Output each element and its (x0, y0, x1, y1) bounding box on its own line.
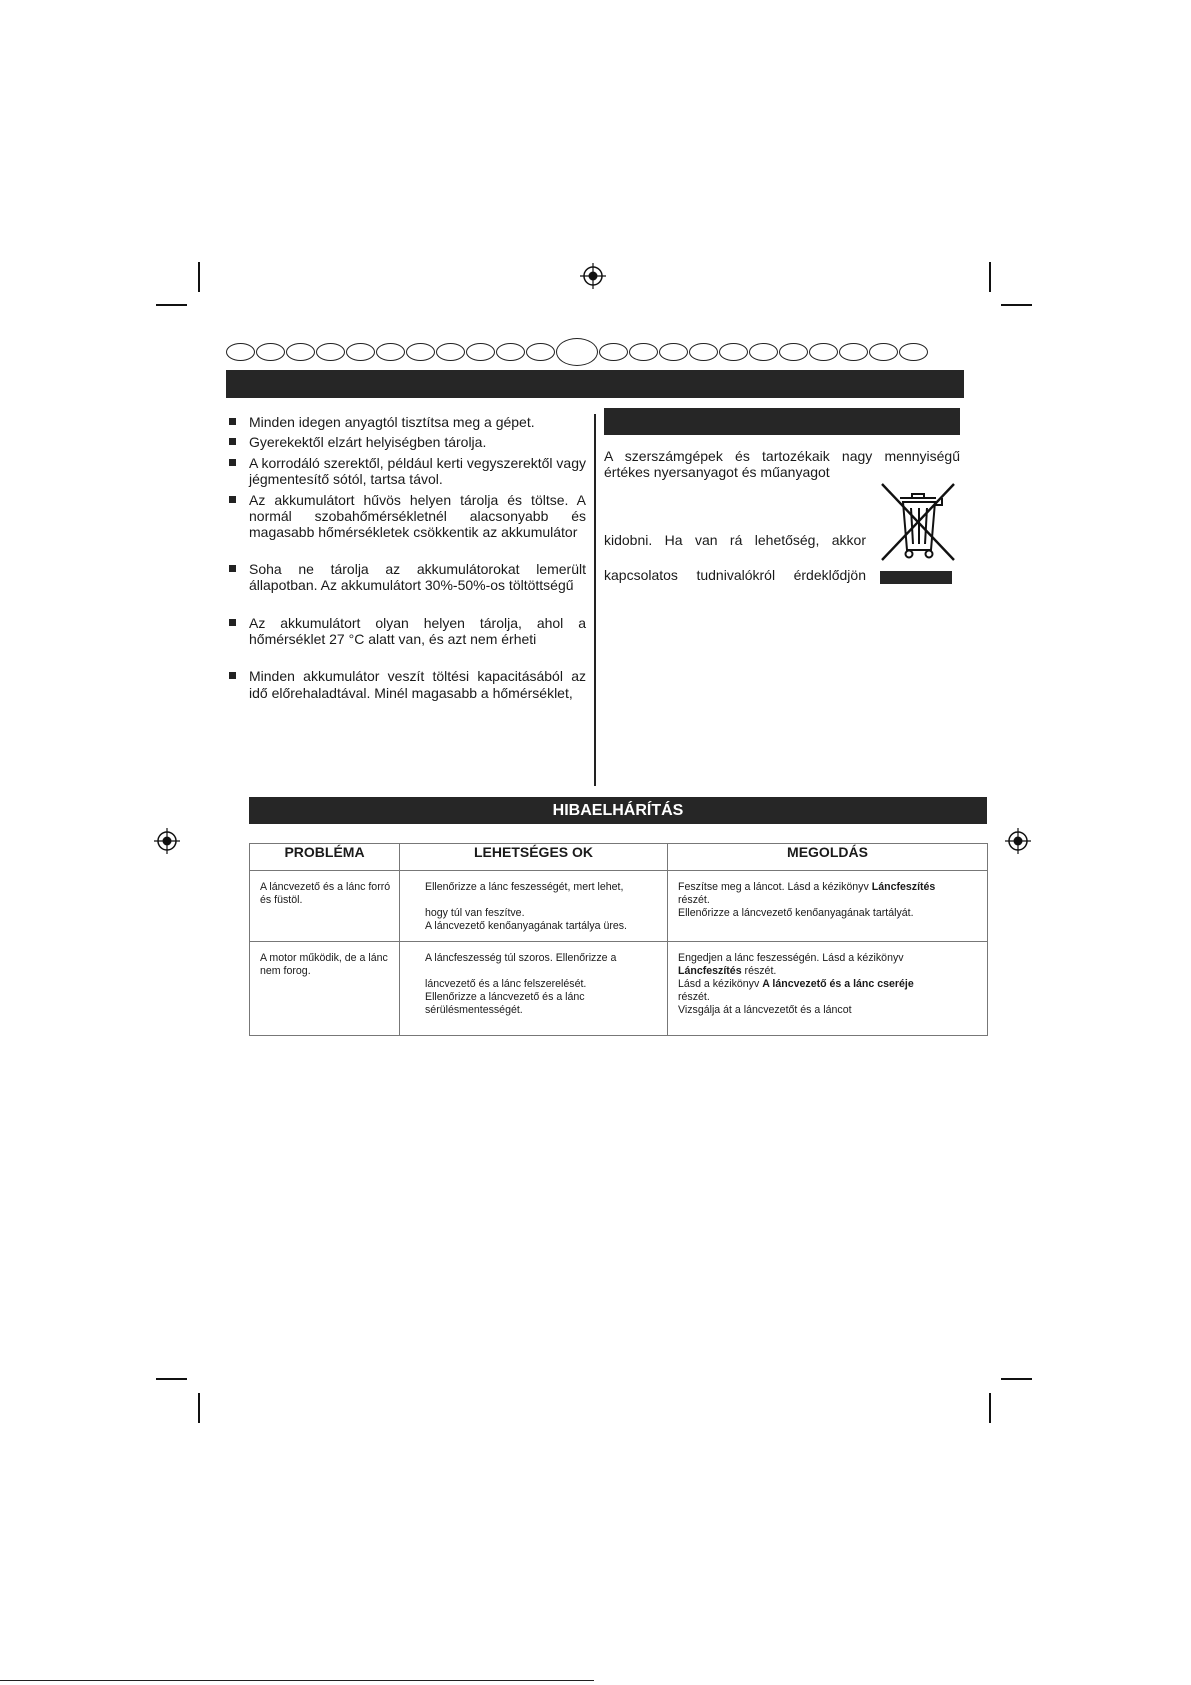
list-item (226, 492, 586, 541)
problem-text: A láncvezető és a lánc forró és füstöl. (260, 881, 391, 906)
header-solution: MEGOLDÁS (668, 844, 988, 871)
recycling-text-2: kidobni. Ha van rá lehetőség, akkor (604, 532, 866, 548)
language-tab (869, 343, 898, 361)
solution-text: részét. (741, 965, 777, 977)
solution-line (678, 978, 979, 991)
cause-line: láncvezető és a lánc felszerelését. (425, 978, 587, 990)
list-item-text: Az akkumulátort olyan helyen tárolja, ahol a hőmérséklet 27 °C alatt van, és azt nem érheti (249, 614, 586, 648)
cause-line: hogy túl van feszítve. (425, 907, 525, 919)
bullet-square-icon (229, 496, 236, 503)
solution-line (678, 965, 979, 978)
problem-text: A motor működik, de a lánc nem forog. (260, 952, 388, 977)
language-tab (406, 343, 435, 361)
solution-line (678, 881, 979, 894)
crop-mark-top-left-horizontal (156, 304, 187, 306)
crop-mark-top-right-horizontal (1001, 304, 1032, 306)
bullet-square-icon (229, 438, 236, 445)
language-tabs-row (226, 340, 966, 364)
solution-text: Feszítse meg a láncot. Lásd a kézikönyv (678, 881, 872, 893)
bullet-square-icon (229, 619, 236, 626)
solution-line: részét. (678, 894, 710, 906)
language-tab-active (556, 338, 598, 366)
language-tab (316, 343, 345, 361)
solution-cell (668, 942, 988, 1036)
crop-mark-bottom-right-vertical (989, 1393, 991, 1423)
header-cause: LEHETSÉGES OK (400, 844, 668, 871)
language-tab (286, 343, 315, 361)
troubleshooting-table (249, 843, 988, 1036)
recycling-label-bar (880, 571, 952, 584)
solution-line: részét. (678, 991, 710, 1003)
language-tab (899, 343, 928, 361)
language-tab (376, 343, 405, 361)
list-item (226, 414, 586, 430)
storage-instructions-list (226, 414, 586, 701)
table-header-row (250, 844, 988, 871)
list-item-text: Minden akkumulátor veszít töltési kapacitásából az idő előrehaladtával. Minél magasabb a hőmérséklet, (249, 668, 586, 701)
list-item-text: Minden idegen anyagtól tisztítsa meg a gépet. (249, 414, 535, 430)
spacer (425, 894, 659, 907)
problem-cell (250, 871, 400, 942)
cause-line: A láncvezető kenőanyagának tartálya üres. (425, 920, 627, 932)
solution-line: Engedjen a lánc feszességén. Lásd a kézikönyv (678, 952, 904, 964)
bullet-square-icon (229, 565, 236, 572)
language-tab (526, 343, 555, 361)
solution-line: Ellenőrizze a láncvezető kenőanyagának tartályát. (678, 907, 914, 919)
cause-line: A láncfeszesség túl szoros. Ellenőrizze a (425, 952, 617, 964)
bullet-square-icon (229, 459, 236, 466)
registration-mark-top-icon (580, 263, 606, 289)
cause-cell (400, 871, 668, 942)
list-item (226, 561, 586, 594)
registration-mark-right-icon (1005, 828, 1031, 854)
recycling-header-bar (604, 408, 960, 435)
language-tab (466, 343, 495, 361)
crop-mark-bottom-left-vertical (198, 1393, 200, 1423)
recycling-text-3: kapcsolatos tudnivalókról érdeklődjön (604, 567, 866, 583)
section-header-bar (226, 370, 964, 398)
solution-cell (668, 871, 988, 942)
language-tab (809, 343, 838, 361)
list-item (226, 455, 586, 488)
list-item-text: Az akkumulátort hűvös helyen tárolja és töltse. A normál szobahőmérsékletnél alacsonyabb és magasabb hőmérsékletek csökkentik az akkumulátor (249, 491, 586, 541)
language-tab (226, 343, 255, 361)
language-tab (256, 343, 285, 361)
crop-mark-top-left-vertical (198, 262, 200, 292)
cause-line: Ellenőrizze a láncvezető és a lánc sérülésmentességét. (425, 991, 585, 1016)
language-tab (629, 343, 658, 361)
solution-line: Vizsgálja át a láncvezetőt és a láncot (678, 1004, 852, 1016)
problem-cell (250, 942, 400, 1036)
header-problem: PROBLÉMA (250, 844, 400, 871)
language-tab (496, 343, 525, 361)
solution-reference: Láncfeszítés (871, 881, 936, 893)
table-row (250, 871, 988, 942)
language-tab (436, 343, 465, 361)
footer-rule (0, 1680, 594, 1681)
crop-mark-bottom-right-horizontal (1001, 1378, 1032, 1380)
bullet-square-icon (229, 418, 236, 425)
column-divider (594, 414, 596, 786)
list-item-text: A korrodáló szerektől, például kerti vegyszerektől vagy jégmentesítő sótól, tartsa távol. (249, 454, 586, 488)
recycling-text-2-wrap (604, 532, 866, 548)
recycling-text-1: A szerszámgépek és tartozékaik nagy mennyiségű értékes nyersanyagot és műanyagot (604, 448, 960, 481)
crop-mark-top-right-vertical (989, 262, 991, 292)
recycling-section (604, 448, 960, 481)
spacer (425, 965, 659, 978)
list-item-text: Gyerekektől elzárt helyiségben tárolja. (249, 434, 487, 451)
troubleshooting-title: HIBAELHÁRÍTÁS (249, 797, 987, 824)
list-item (226, 434, 586, 450)
registration-mark-left-icon (154, 828, 180, 854)
table-row (250, 942, 988, 1036)
language-tab (779, 343, 808, 361)
language-tab (659, 343, 688, 361)
recycling-text-3-wrap (604, 567, 866, 583)
list-item (226, 668, 586, 701)
solution-reference: A láncvezető és a lánc cseréje (762, 978, 914, 990)
language-tab (719, 343, 748, 361)
solution-text: Lásd a kézikönyv (678, 978, 763, 990)
list-item (226, 615, 586, 648)
cause-cell (400, 942, 668, 1036)
language-tab (839, 343, 868, 361)
crop-mark-bottom-left-horizontal (156, 1378, 187, 1380)
list-item-text: Soha ne tárolja az akkumulátorokat lemerült állapotban. Az akkumulátort 30%-50%-os töltöttségű (249, 560, 586, 594)
crossed-out-wheelie-bin-icon (878, 480, 958, 562)
language-tab (689, 343, 718, 361)
cause-line: Ellenőrizze a lánc feszességét, mert lehet, (425, 881, 624, 893)
language-tab (346, 343, 375, 361)
language-tab (599, 343, 628, 361)
bullet-square-icon (229, 672, 236, 679)
language-tab (749, 343, 778, 361)
solution-reference: Láncfeszítés (678, 965, 742, 977)
